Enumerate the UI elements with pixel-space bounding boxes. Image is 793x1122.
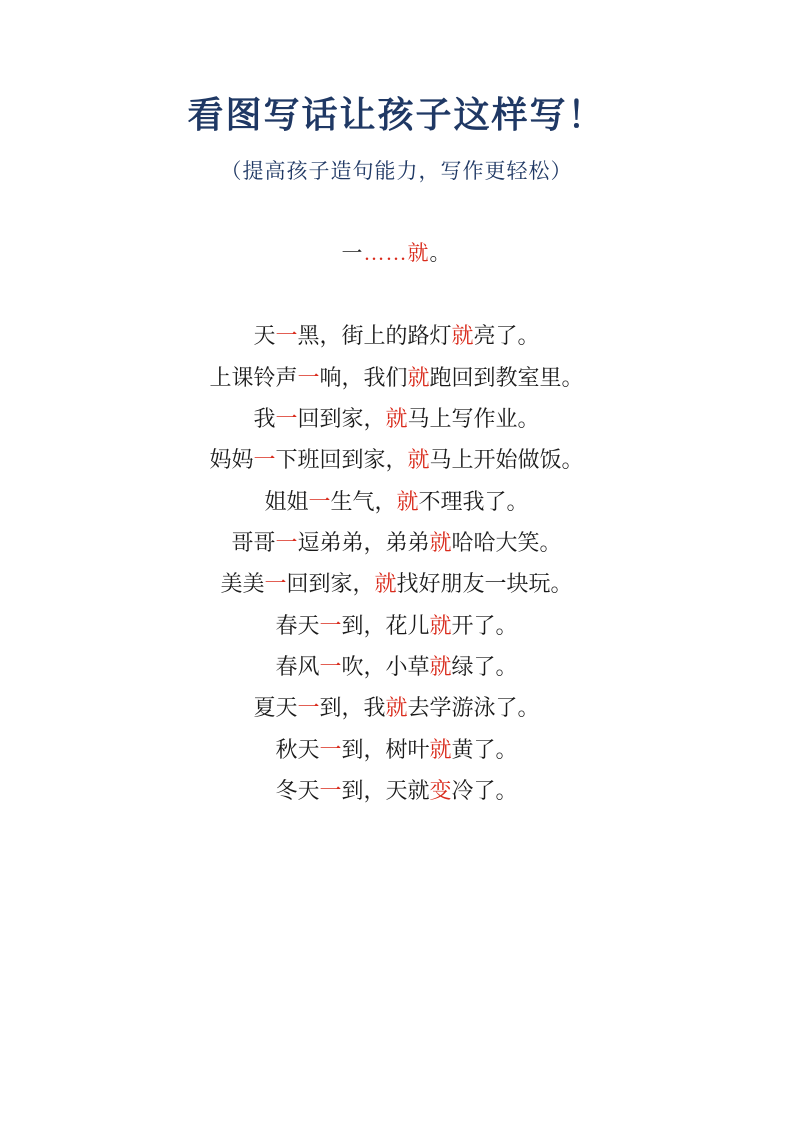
sentence-text bbox=[275, 729, 517, 770]
sentence-segment: 哥哥 bbox=[231, 529, 276, 555]
sentence-segment: 春天 bbox=[275, 612, 320, 638]
highlight-word: 就 bbox=[385, 695, 408, 721]
sentence-line bbox=[0, 315, 793, 356]
sentence-segment: 春风 bbox=[275, 654, 320, 680]
sentence-segment: 哈哈大笑。 bbox=[451, 529, 562, 555]
highlight-word: 就 bbox=[407, 364, 430, 390]
sentence-segment: 响，我们 bbox=[319, 364, 408, 390]
sentence-segment: 黄了。 bbox=[451, 736, 518, 762]
sentence-text bbox=[264, 481, 528, 522]
highlight-word: 一 bbox=[297, 695, 320, 721]
sentence-segment: 黑，街上的路灯 bbox=[297, 323, 452, 349]
sentence-segment: 到，天就 bbox=[341, 778, 430, 804]
sentence-text bbox=[275, 605, 517, 646]
highlight-word: 就 bbox=[429, 612, 452, 638]
highlight-word: 就 bbox=[407, 447, 430, 473]
sentence-line bbox=[0, 481, 793, 522]
sentence-line bbox=[0, 605, 793, 646]
highlight-word: 一 bbox=[275, 405, 298, 431]
sentence-segment: 跑回到教室里。 bbox=[429, 364, 584, 390]
highlight-word: 就 bbox=[385, 405, 408, 431]
sentence-line bbox=[0, 439, 793, 480]
highlight-word: 一 bbox=[319, 736, 342, 762]
sentence-segment: 找好朋友一块玩。 bbox=[396, 571, 573, 597]
sentence-segment: 生气， bbox=[330, 488, 397, 514]
sentence-text bbox=[275, 646, 517, 687]
highlight-word: 一 bbox=[253, 447, 276, 473]
highlight-word: 就 bbox=[374, 571, 397, 597]
sentence-segment: 马上写作业。 bbox=[407, 405, 540, 431]
sentence-line bbox=[0, 522, 793, 563]
sentence-segment: 我 bbox=[253, 405, 276, 431]
sentence-text bbox=[253, 687, 539, 728]
sentence-line bbox=[0, 729, 793, 770]
highlight-word: 就 bbox=[451, 323, 474, 349]
page-title: 看图写话让孩子这样写！ bbox=[187, 95, 606, 135]
sentence-text bbox=[253, 398, 539, 439]
sentence-segment: 去学游泳了。 bbox=[407, 695, 540, 721]
sentence-line bbox=[0, 398, 793, 439]
sentence-segment: 马上开始做饭。 bbox=[429, 447, 584, 473]
sentence-segment: 亮了。 bbox=[473, 323, 540, 349]
sentence-segment: 到，花儿 bbox=[341, 612, 430, 638]
sentence-segment: 到，我 bbox=[319, 695, 386, 721]
sentence-segment: 冷了。 bbox=[451, 778, 518, 804]
sentence-segment: 下班回到家， bbox=[275, 447, 408, 473]
highlight-word: 就 bbox=[429, 736, 452, 762]
highlight-word: 就 bbox=[429, 654, 452, 680]
highlight-word: 一 bbox=[275, 323, 298, 349]
sentence-text bbox=[220, 563, 572, 604]
highlight-word: 一 bbox=[275, 529, 298, 555]
highlight-word: 就 bbox=[429, 529, 452, 555]
sentence-segment: 秋天 bbox=[275, 736, 320, 762]
sentence-segment: 冬天 bbox=[275, 778, 320, 804]
pattern-suffix: 。 bbox=[429, 241, 452, 266]
sentence-line bbox=[0, 357, 793, 398]
sentence-text bbox=[275, 770, 517, 811]
highlight-word: 一 bbox=[297, 364, 320, 390]
sentence-segment: 逗弟弟，弟弟 bbox=[297, 529, 430, 555]
sentence-segment: 美美 bbox=[220, 571, 265, 597]
sentence-segment: 回到家， bbox=[297, 405, 386, 431]
sentence-list bbox=[0, 267, 793, 811]
highlight-word: 就 bbox=[396, 488, 419, 514]
sentence-segment: 姐姐 bbox=[264, 488, 309, 514]
pattern-dots: …… bbox=[363, 241, 408, 266]
highlight-word: 一 bbox=[264, 571, 287, 597]
highlight-word: 一 bbox=[319, 612, 342, 638]
sentence-segment: 妈妈 bbox=[209, 447, 254, 473]
sentence-text bbox=[253, 315, 539, 356]
sentence-segment: 上课铃声 bbox=[209, 364, 298, 390]
page-subtitle: （提高孩子造句能力，写作更轻松） bbox=[220, 159, 573, 184]
sentence-segment: 夏天 bbox=[253, 695, 298, 721]
pattern-heading bbox=[0, 185, 793, 267]
pattern-keyword: 就 bbox=[407, 241, 430, 266]
sentence-segment: 吹，小草 bbox=[341, 654, 430, 680]
sentence-segment: 到，树叶 bbox=[341, 736, 430, 762]
pattern-prefix: 一 bbox=[341, 241, 364, 266]
sentence-text bbox=[231, 522, 561, 563]
sentence-segment: 绿了。 bbox=[451, 654, 518, 680]
highlight-word: 变 bbox=[429, 778, 452, 804]
sentence-text bbox=[209, 357, 583, 398]
highlight-word: 一 bbox=[308, 488, 331, 514]
sentence-line bbox=[0, 646, 793, 687]
sentence-segment: 不理我了。 bbox=[418, 488, 529, 514]
sentence-text bbox=[209, 439, 583, 480]
sentence-line bbox=[0, 770, 793, 811]
sentence-segment: 回到家， bbox=[286, 571, 375, 597]
sentence-segment: 开了。 bbox=[451, 612, 518, 638]
highlight-word: 一 bbox=[319, 654, 342, 680]
highlight-word: 一 bbox=[319, 778, 342, 804]
sentence-line bbox=[0, 687, 793, 728]
sentence-segment: 天 bbox=[253, 323, 276, 349]
sentence-line bbox=[0, 563, 793, 604]
